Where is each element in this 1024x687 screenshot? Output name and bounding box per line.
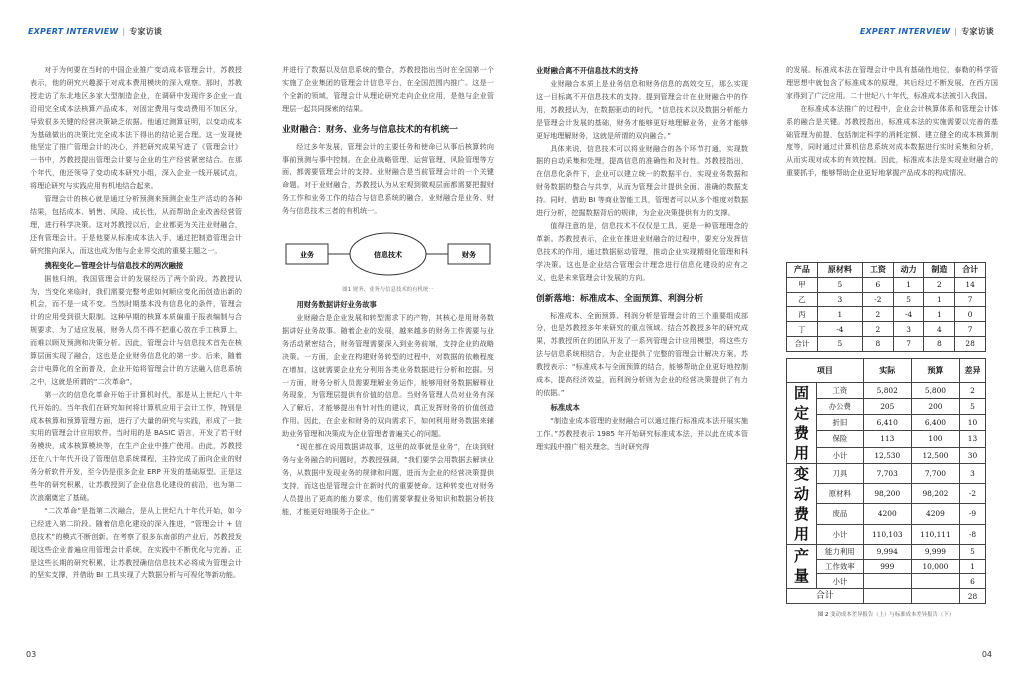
table-cell: -4 xyxy=(817,322,862,337)
table-cell: 原材料 xyxy=(817,484,864,504)
table-header-cell: 差异 xyxy=(960,358,986,382)
table-cell: 1 xyxy=(960,559,986,574)
table-row xyxy=(787,398,986,414)
table-row xyxy=(787,277,986,292)
col1-paragraph: 据他归纳，我国管理会计的发展经历了两个阶段。苏教授认为，当变化来临时，我们需要完整考虑如何顺应变化而创造出新的机会，而不是一成不变。当然时期基本没有信息化的条件，管理会计的应用受到很大限制。这种早期的核算本质偏重于报表编制与合规要求，为了适应发展，财务人员不得不把重心放在手工核算上，而难以顾及预测和决策分析。因此，管理会计与信息技术首先在核算层面实现了融合，这也是企业财务信息化的第一步。后来，随着会计电算化的全面普及，企业开始将管理会计的方法融入信息系统之中，这就是所谓的“二次革命”。 xyxy=(30,273,242,386)
table-cell: 14 xyxy=(955,277,986,292)
table-header-cell: 合计 xyxy=(955,263,986,278)
table-cell: 7 xyxy=(955,322,986,337)
table-header-cell: 原材料 xyxy=(817,263,862,278)
table-cell: 保险 xyxy=(817,431,864,447)
table-cell: 合计 xyxy=(787,336,818,351)
table-cell: 办公费 xyxy=(817,398,864,414)
col1-paragraph: 对于为何要在当时的中国企业推广变动成本管理会计，苏教授表示，他的研究兴趣源于对成本费用模块的深入观察。那时，苏教授走访了东北地区多家大型制造企业，在调研中发现许多企业一直沿用完全成本法核算产品成本，对固定费用与变动费用不加区分，导致很多关键的经营决策缺乏依据。他通过测算证明，以变动成本为基础做出的决策比完全成本法下得出的结论更合理。这一发现使他坚定了推广管理会计的决心，并把研究成果写进了《管理会计》一书中，苏教授提出管理会计要与企业的生产经营紧密结合。在那个年代，他还领导了变动成本研究小组，深入企业一线开展试点，将理论研究与实践应用有机地结合起来。 xyxy=(30,65,242,191)
figure-caption xyxy=(786,610,986,618)
col3-paragraph: 具体来说，信息技术可以将业财融合的各个环节打通，实现数据的自动采集和处理，提高信息的准确性和及时性。苏教授指出，在信息化条件下，企业可以建立统一的数据平台，实现业务数据和财务数据的整合与共享，从而为管理会计提供全面、准确的数据支持。同时，借助 BI 等商业智能工具，管理者可以从多个维度对数据进行分析，挖掘数据背后的规律，为企业决策提供有力的支撑。 xyxy=(536,143,748,218)
group-label-fixed: 固定费用 xyxy=(787,382,817,463)
col4-paragraph: 在标准成本法推广的过程中，企业会计核算体系和管理会计体系的融合是关键。苏教授指出，标准成本法的实施需要以完善的基础管理为前提，包括制定科学的消耗定额、建立健全的成本核算制度等，同时通过计算机信息系统对成本数据进行实时采集和分析，从而实现对成本的有效控制。因此，标准成本法是实现业财融合的重要抓手，能够帮助企业更好地掌握产品成本的构成情况。 xyxy=(786,103,998,178)
table-cell: 2 xyxy=(862,322,893,337)
table-cell: 7,700 xyxy=(911,463,959,483)
table-cell: 合计 xyxy=(787,589,864,604)
table-cell: 5,802 xyxy=(863,382,911,398)
page-number-right: 04 xyxy=(981,650,992,659)
table-cell: 12,530 xyxy=(863,447,911,463)
col3-paragraph: 业财融合本质上是业务信息和财务信息的高效交互，那么实现这一目标离不开信息技术的支持。提到管理会计在业财融合中的作用，苏教授认为，在数据驱动的时代，“信息技术以及数据分析能力是管理会计发展的基础，财务才能够更好地理解业务，业务才能够更好地理解财务，这就是所谓的双向融合。” xyxy=(536,79,748,140)
table-row xyxy=(787,524,986,544)
header-brand: EXPERT INTERVIEW xyxy=(28,27,119,36)
table-row xyxy=(787,307,986,322)
table-cell: 2 xyxy=(924,277,955,292)
page-number-left: 03 xyxy=(26,650,37,659)
table-cell: 3 xyxy=(817,292,862,307)
variable-cost-variance-table xyxy=(786,262,986,352)
table-cell: 7,703 xyxy=(863,463,911,483)
table-cell: 2 xyxy=(862,307,893,322)
table-cell: 0 xyxy=(955,307,986,322)
table-cell xyxy=(863,574,911,589)
table-cell: 12,500 xyxy=(911,447,959,463)
table-cell: 乙 xyxy=(787,292,818,307)
column-2 xyxy=(282,64,494,639)
table-total-row xyxy=(787,589,986,604)
table-cell: 1 xyxy=(817,307,862,322)
table-cell: 1 xyxy=(924,307,955,322)
col2-heading: 业财融合：财务、业务与信息技术的有机统一 xyxy=(282,124,458,135)
table-cell: 小计 xyxy=(817,447,864,463)
table-header-cell: 制造 xyxy=(924,263,955,278)
table-cell: 小计 xyxy=(817,574,864,589)
finance-box-label: 财务 xyxy=(462,251,476,260)
table-cell: -2 xyxy=(862,292,893,307)
table-row xyxy=(787,574,986,589)
table-cell xyxy=(911,589,959,604)
col2-paragraph: 并进行了数据以及信息系统的整合，苏教授指出当时在全国第一个实施了企业集团的管理会计信息平台，在全国范围内推广。这是一个全新的领域，管理会计从理论研究走向企业应用，是他与企业管理层一起共同探索的结果。 xyxy=(282,65,494,113)
table-row xyxy=(787,463,986,483)
table-row xyxy=(787,484,986,504)
header-right xyxy=(860,26,994,37)
table-cell: 甲 xyxy=(787,277,818,292)
table-row xyxy=(787,544,986,559)
table-cell: 5 xyxy=(893,292,924,307)
table-cell: 5 xyxy=(817,336,862,351)
table-header-row xyxy=(787,358,986,382)
table-cell: 7 xyxy=(955,292,986,307)
table-header-cell: 工资 xyxy=(862,263,893,278)
table-cell: 1 xyxy=(893,277,924,292)
table-cell: -8 xyxy=(960,524,986,544)
table-row xyxy=(787,431,986,447)
table-cell: 能力利用 xyxy=(817,544,864,559)
col2-paragraph: “现在都在说用数据讲故事，这里的故事就是业务”，在谈到财务与业务融合的问题时，苏教授强调，“我们要学会用数据去解读业务，从数据中发现业务的规律和问题，进而为企业的经营决策提供支持，而这也是管理会计在新时代的重要使命。这种转变也对财务人员提出了更高的能力要求，他们需要掌握业务知识和数据分析技能，才能更好地服务于企业。” xyxy=(282,442,494,516)
business-it-finance-diagram xyxy=(282,228,494,280)
col3-heading: 创新落地：标准成本、全面预算、利润分析 xyxy=(536,293,704,304)
table-cell: -2 xyxy=(960,484,986,504)
table-cell: 3 xyxy=(960,463,986,483)
header-brand-right: EXPERT INTERVIEW xyxy=(859,27,951,36)
table-row xyxy=(787,382,986,398)
table-cell: 6,410 xyxy=(863,415,911,431)
table-cell: 4 xyxy=(924,322,955,337)
table-cell: 7 xyxy=(893,336,924,351)
table-cell: 8 xyxy=(924,336,955,351)
header-separator-right: | xyxy=(954,27,958,36)
table-cell: 1 xyxy=(924,292,955,307)
table-cell: 98,202 xyxy=(911,484,959,504)
col1-paragraph: “二次革命”是指第二次融合，是从上世纪九十年代开始，如今已经进入第二阶段。随着信息化建设的深入推进，“管理会计 + 信息技术”的模式不断创新。在考察了很多东南部的产业后，苏教授发现这些企业普遍应用管理会计系统，在实践中不断优化与完善。正是这些长期的研究积累，让苏教授确信信息技术必将成为管理会计的坚实支撑，并借助 BI 工具实现了大数据分析与可视化等新功能。 xyxy=(30,505,242,580)
table-header-cell: 项目 xyxy=(787,358,864,382)
table-header-cell: 产品 xyxy=(787,263,818,278)
table-cell: -9 xyxy=(960,504,986,524)
col2-paragraph: 业财融合是企业发展和转型需求下的产物，其核心是用财务数据讲好业务故事。随着企业的发展，越来越多的财务工作需要与业务活动紧密结合，财务管理需要深入到业务前端，支持企业的战略决策。一方面，企业在构建财务转型的过程中，对数据的依赖程度在增加，这就需要企业充分利用各类业务数据进行分析和挖掘。另一方面，财务分析人员需要理解业务运作，能够用财务数据解释业务现象，为管理层提供有价值的信息。当财务管理人员对业务有深入了解后，才能够提出有针对性的建议，真正发挥财务的价值创造作用。因此，在企业和财务的双向需求下，如何利用财务数据来辅助业务管理和决策成为企业管理者普遍关心的问题。 xyxy=(282,312,494,439)
col3-subheading: 标准成本 xyxy=(550,402,580,412)
col2-subheading: 用财务数据讲好业务故事 xyxy=(296,299,377,309)
col1-paragraph: 第一次的信息化革命开始于计算机时代，那是从上世纪八十年代开始的。当年我们在研究如何将计算机应用于会计工作，特别是成本核算和预算管理方面，进行了大量的研究与实践，形成了一批实用的管理会计应用软件。当时用的是 BASIC 语言，开发了若干财务模块，成本核算模块等，在生产企业中推广使用。由此，苏教授还在八十年代开设了管理信息系统课程，主持完成了面向企业的财务分析软件开发，至今仍是很多企业 ERP 开发的基础原型。正是这些年的研究积累，让苏教授到了企业信息化建设的前沿，也为第二次浪潮奠定了基础。 xyxy=(30,389,242,502)
table-header-cell: 实际 xyxy=(863,358,911,382)
table-cell: -4 xyxy=(893,307,924,322)
table-row xyxy=(787,322,986,337)
table-row xyxy=(787,504,986,524)
table-cell: 4200 xyxy=(863,504,911,524)
table-cell: 8 xyxy=(862,336,893,351)
table-row xyxy=(787,415,986,431)
group-label-variable: 变动费用 xyxy=(787,463,817,544)
table-total-row xyxy=(787,336,986,351)
table-cell: 10 xyxy=(960,415,986,431)
figure-caption-text: 变动成本差异报告（上）与标准成本差异报告（下） xyxy=(830,611,955,618)
business-box-label: 业务 xyxy=(300,251,314,260)
table-cell: 30 xyxy=(960,447,986,463)
table-header-row xyxy=(787,263,986,278)
table-cell: 丙 xyxy=(787,307,818,322)
table-cell: 工作效率 xyxy=(817,559,864,574)
table-cell: 5 xyxy=(960,544,986,559)
table-cell: 刀具 xyxy=(817,463,864,483)
table-cell: 5 xyxy=(960,398,986,414)
table-cell: 废品 xyxy=(817,504,864,524)
col3-paragraph: 标准成本、全面预算、利润分析是管理会计的三个重要组成部分，也是苏教授多年来研究的重点领域。结合苏教授多年的研究成果，苏教授所在的团队开发了一系列管理会计应用模型，将这些方法与信息系统相结合，为企业提供了完整的管理会计解决方案。苏教授表示：“标准成本与全面预算的结合，能够帮助企业更好地控制成本，提高经济效益，而利润分析则为企业的经营决策提供了有力的依据。” xyxy=(536,310,748,397)
table-cell: 4209 xyxy=(911,504,959,524)
table-cell: 113 xyxy=(863,431,911,447)
table-cell: 999 xyxy=(863,559,911,574)
table-cell: 丁 xyxy=(787,322,818,337)
table-cell: 100 xyxy=(911,431,959,447)
table-row xyxy=(787,559,986,574)
table-cell: 9,994 xyxy=(863,544,911,559)
table-row xyxy=(787,292,986,307)
table-cell: 6 xyxy=(862,277,893,292)
table-cell: 折旧 xyxy=(817,415,864,431)
col4-paragraph: 的发展。标准成本法在管理会计中具有基础性地位，泰勒的科学管理思想中就包含了标准成本的原理，其后经过不断发展，在西方国家得到了广泛应用。二十世纪八十年代，标准成本法被引入我国。 xyxy=(786,65,998,100)
table-cell: 9,999 xyxy=(911,544,959,559)
table-cell: 5,800 xyxy=(911,382,959,398)
table-cell: 28 xyxy=(955,336,986,351)
diagram-svg xyxy=(282,228,494,280)
col3-paragraph: 值得注意的是，信息技术不仅仅是工具，更是一种管理理念的革新。苏教授表示，企业在推进业财融合的过程中，要充分发挥信息技术的作用，通过数据驱动管理，推动企业实现精细化管理和科学决策。这也是企业结合管理会计理念进行信息化建设的应有之义，也是未来管理会计发展的方向。 xyxy=(536,220,748,282)
table-cell: 2 xyxy=(960,382,986,398)
table-cell: 110,111 xyxy=(911,524,959,544)
table-cell: 工资 xyxy=(817,382,864,398)
diagram-caption: 图1 财务、业务与信息技术的有机统一 xyxy=(342,287,434,294)
col1-subheading: 携程变化—管理会计与信息技术的两次融接 xyxy=(44,260,184,270)
standard-cost-variance-table xyxy=(786,358,986,604)
figure-number: 图 2 xyxy=(817,611,829,618)
column-1 xyxy=(30,64,242,639)
it-ellipse-label: 信息技术 xyxy=(374,251,402,260)
table-cell: 10,000 xyxy=(911,559,959,574)
table-cell xyxy=(911,574,959,589)
table-header-cell: 动力 xyxy=(893,263,924,278)
table-header-cell: 预算 xyxy=(911,358,959,382)
table-cell: 6 xyxy=(960,574,986,589)
table-cell: 13 xyxy=(960,431,986,447)
table-cell: 28 xyxy=(960,589,986,604)
header-label-right: 专家访谈 xyxy=(961,27,994,36)
table-cell: 98,200 xyxy=(863,484,911,504)
table-cell: 6,400 xyxy=(911,415,959,431)
header-left xyxy=(28,26,162,37)
col2-paragraph: 经过多年发展，管理会计的主要任务和使命已从事后核算转向事前预测与事中控制。在企业战略管理、运营管理、风险管理等方面，都需要管理会计的支持。业财融合是当前管理会计的一个关键命题。对于业财融合，苏教授认为从宏观到微观层面都需要把握财务工作和业务工作的结合与信息系统的融合，业财融合是业务、财务与信息技术三者的有机统一。 xyxy=(282,141,494,216)
table-cell: 205 xyxy=(863,398,911,414)
col3-paragraph: “制造业成本管理的业财融合可以通过推行标准成本法开展实施工作。”苏教授表示 1985 年开始研究标准成本法，并以此在成本管理实践中推广相关理念，当时研究得 xyxy=(536,415,748,451)
table-cell xyxy=(863,589,911,604)
figure-2 xyxy=(786,262,986,618)
table-cell: 5 xyxy=(817,277,862,292)
group-label-output: 产量 xyxy=(787,544,817,588)
column-4 xyxy=(786,64,998,254)
table-row xyxy=(787,447,986,463)
col3-subheading: 业财融合离不开信息技术的支持 xyxy=(536,66,639,75)
col1-paragraph: 管理会计的核心就是通过分析预测来预测企业生产活动的各种结果，包括成本、销售、风险、成长性，从而帮助企业改善经营管理，进行科学决策。这对苏教授以后，企业都更为关注业财融合，还有管理会计。于是他要从标准成本法入手，通过把制造管理会计研究推向深入，而这也成为他与企业界交流的重要主题之一。 xyxy=(30,194,242,255)
table-cell: 小计 xyxy=(817,524,864,544)
header-label: 专家访谈 xyxy=(129,27,163,36)
table-cell: 200 xyxy=(911,398,959,414)
header-separator: | xyxy=(122,27,126,36)
column-3 xyxy=(536,64,748,639)
table-cell: 3 xyxy=(893,322,924,337)
table-cell: 110,103 xyxy=(863,524,911,544)
